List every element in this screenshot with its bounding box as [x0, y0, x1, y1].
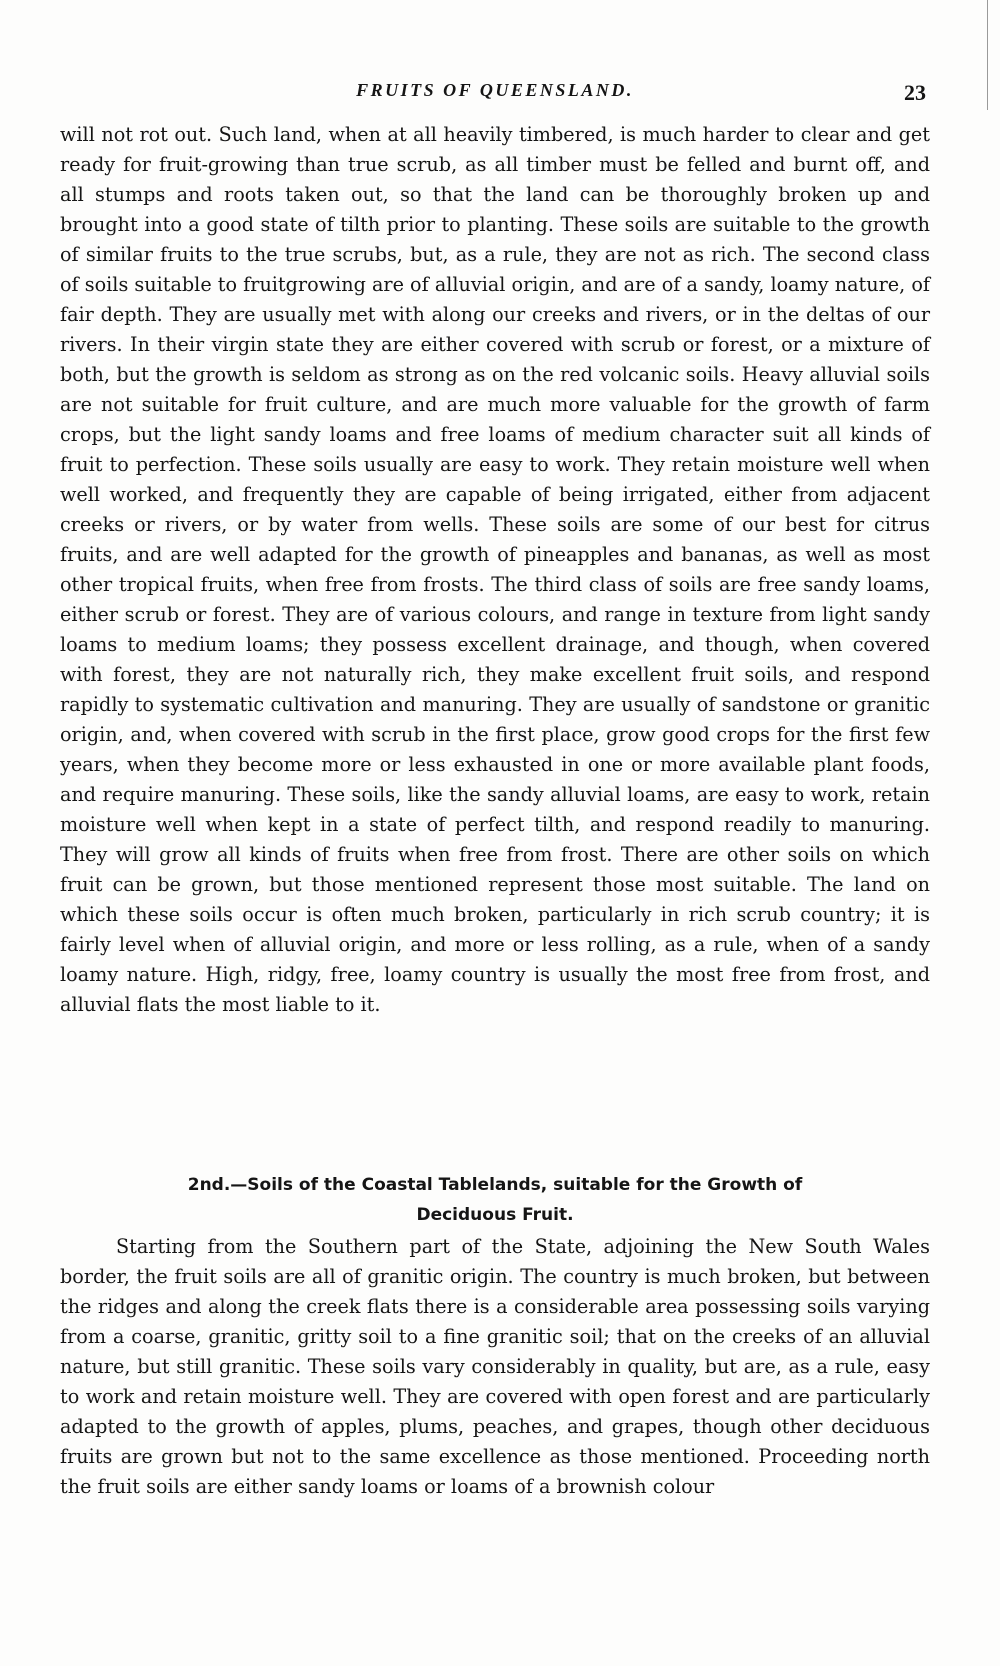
- body-text-top: [60, 120, 930, 1020]
- body-text-bottom: [60, 1232, 930, 1502]
- section-heading: [60, 1170, 930, 1230]
- page-header: [60, 80, 930, 110]
- running-title: FRUITS OF QUEENSLAND.: [356, 80, 634, 100]
- page-number: 23: [904, 80, 926, 105]
- section-heading-line-1: 2nd.—Soils of the Coastal Tablelands, suitable for the Growth of: [187, 1175, 803, 1195]
- paragraph: will not rot out. Such land, when at all heavily timbered, is much harder to clear and get ready for fruit-growing than true scrub, as all timber must be felled and burnt off, and all stumps and roots taken out, so that the land can be thoroughly broken up and brought into a good state of tilth prior to planting. These soils are suitable to the growth of similar fruits to the true scrubs, but, as a rule, they are not as rich. The second class of soils suitable to fruitgrowing are of alluvial origin, and are of a sandy, loamy nature, of fair depth. They are usually met with along our creeks and rivers, or in the deltas of our rivers. In their virgin state they are either covered with scrub or forest, or a mixture of both, but the growth is seldom as strong as on the red volcanic soils. Heavy alluvial soils are not suitable for fruit culture, and are much more valuable for the growth of farm crops, but the light sandy loams and free loams of medium character suit all kinds of fruit to perfection. These soils usually are easy to work. They retain moisture well when well worked, and frequently they are capable of being irrigated, either from adjacent creeks or rivers, or by water from wells. These soils are some of our best for citrus fruits, and are well adapted for the growth of pineapples and bananas, as well as most other tropical fruits, when free from frosts. The third class of soils are free sandy loams, either scrub or forest. They are of various colours, and range in texture from light sandy loams to medium loams; they possess excellent drainage, and though, when covered with forest, they are not naturally rich, they make excellent fruit soils, and respond rapidly to systematic cultivation and manuring. They are usually of sandstone or granitic origin, and, when covered with scrub in the first place, grow good crops for the first few years, when they become more or less exhausted in one or more available plant foods, and require manuring. These soils, like the sandy alluvial loams, are easy to work, retain moisture well when kept in a state of perfect tilth, and respond readily to manuring. They will grow all kinds of fruits when free from frost. There are other soils on which fruit can be grown, but those mentioned represent those most suitable. The land on which these soils occur is often much broken, particularly in rich scrub country; it is fairly level when of alluvial origin, and more or less rolling, as a rule, when of a sandy loamy nature. High, ridgy, free, loamy country is usually the most free from frost, and alluvial flats the most liable to it.: [60, 123, 930, 1016]
- section-heading-line-2: Deciduous Fruit.: [416, 1205, 574, 1225]
- paragraph: Starting from the Southern part of the State, adjoining the New South Wales border, the fruit soils are all of granitic origin. The country is much broken, but between the ridges and along the creek flats there is a considerable area possessing soils varying from a coarse, granitic, gritty soil to a fine granitic soil; that on the creeks of an alluvial nature, but still granitic. These soils vary considerably in quality, but are, as a rule, easy to work and retain moisture well. They are covered with open forest and are particularly adapted to the growth of apples, plums, peaches, and grapes, though other deciduous fruits are grown but not to the same excellence as those mentioned. Proceeding north the fruit soils are either sandy loams or loams of a brownish colour: [60, 1235, 930, 1498]
- scan-edge-line: [987, 0, 988, 110]
